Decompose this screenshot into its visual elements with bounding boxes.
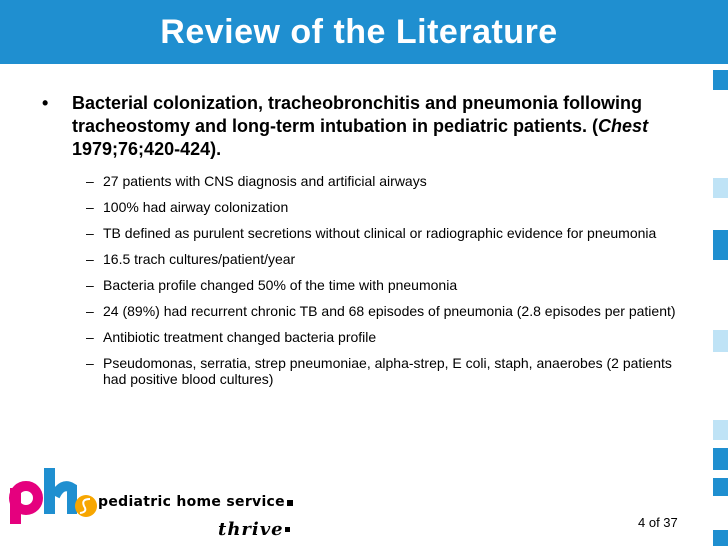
decor-square-5 bbox=[713, 420, 728, 440]
sub-bullet bbox=[86, 173, 680, 189]
citation-text-end: 1979;76;420-424). bbox=[72, 139, 222, 159]
title-bar bbox=[0, 0, 728, 64]
dash-glyph: – bbox=[86, 173, 94, 189]
dash-glyph: – bbox=[86, 225, 94, 241]
dash-glyph: – bbox=[86, 251, 94, 267]
sub-bullet bbox=[86, 355, 680, 387]
sub-bullet-text: 27 patients with CNS diagnosis and artificial airways bbox=[103, 173, 427, 189]
decor-square-8 bbox=[713, 530, 728, 546]
sub-bullet-text: Antibiotic treatment changed bacteria profile bbox=[103, 329, 377, 345]
main-bullet bbox=[40, 92, 680, 161]
bullet-glyph: • bbox=[42, 93, 49, 113]
sub-bullet bbox=[86, 277, 680, 293]
citation-text-start: Bacterial colonization, tracheobronchitis and pneumonia following tracheostomy and long-term intubation in pediatric patients. ( bbox=[72, 93, 643, 136]
slide-content bbox=[40, 92, 680, 397]
dash-glyph: – bbox=[86, 355, 94, 371]
sub-bullet bbox=[86, 329, 680, 345]
sub-bullet-text: Bacteria profile changed 50% of the time with pneumonia bbox=[103, 277, 458, 293]
sub-bullet bbox=[86, 303, 680, 319]
decor-square-6 bbox=[713, 448, 728, 470]
phs-logo bbox=[6, 466, 98, 528]
decor-square-3 bbox=[713, 230, 728, 260]
thrive-logo: thrive bbox=[218, 519, 284, 540]
dash-glyph: – bbox=[86, 199, 94, 215]
sub-bullet bbox=[86, 199, 680, 215]
decor-square-4 bbox=[713, 330, 728, 352]
sub-bullet-list bbox=[40, 173, 680, 387]
logo-p-bowl bbox=[14, 486, 38, 510]
sub-bullet bbox=[86, 225, 680, 241]
journal-name: Chest bbox=[598, 116, 649, 136]
page-number: 4 of 37 bbox=[638, 515, 678, 530]
dash-glyph: – bbox=[86, 329, 94, 345]
slide-title: Review of the Literature bbox=[160, 12, 558, 51]
sub-bullet bbox=[86, 251, 680, 267]
sub-bullet-text: TB defined as purulent secretions without clinical or radiographic evidence for pneumonia bbox=[103, 225, 657, 241]
sub-bullet-text: 24 (89%) had recurrent chronic TB and 68 episodes of pneumonia (2.8 episodes per patient) bbox=[103, 303, 676, 319]
logo-s-mark bbox=[75, 495, 97, 517]
decor-square-1 bbox=[713, 70, 728, 90]
sub-bullet-text: Pseudomonas, serratia, strep pneumoniae, alpha-strep, E coli, staph, anaerobes (2 patients had positive blood cultures) bbox=[103, 355, 672, 387]
dash-glyph: – bbox=[86, 303, 94, 319]
sub-bullet-text: 16.5 trach cultures/patient/year bbox=[103, 251, 296, 267]
sub-bullet-text: 100% had airway colonization bbox=[103, 199, 289, 215]
logo-h-arch bbox=[55, 486, 72, 514]
dash-glyph: – bbox=[86, 277, 94, 293]
decor-square-2 bbox=[713, 178, 728, 198]
phs-logo-text: pediatric home service bbox=[98, 494, 285, 510]
decor-square-7 bbox=[713, 478, 728, 496]
